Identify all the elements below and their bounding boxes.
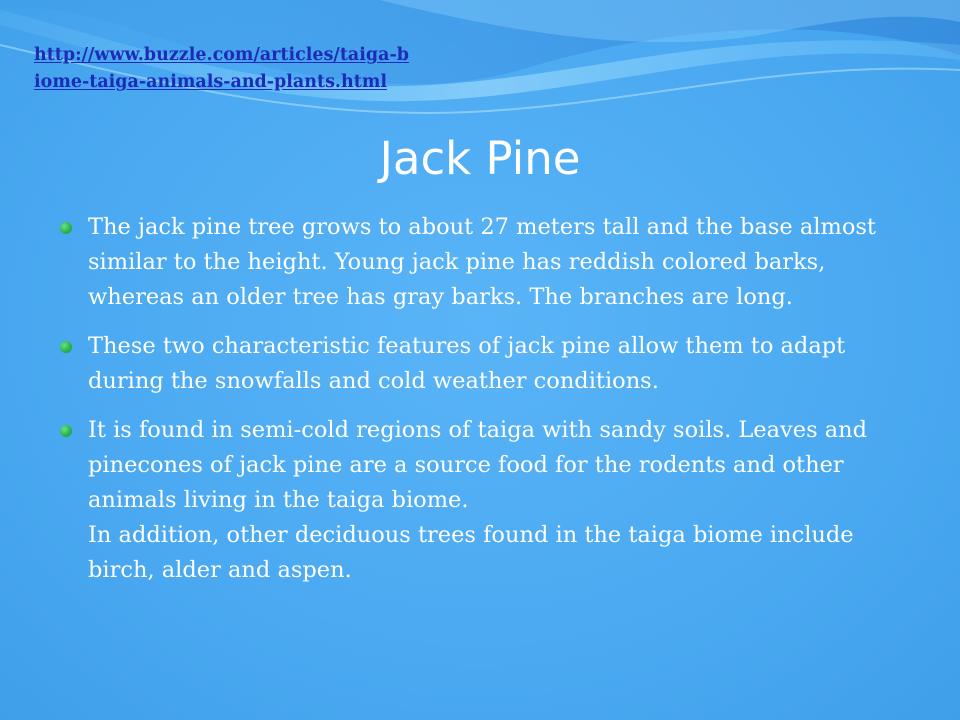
bullet-text: It is found in semi-cold regions of taiga with sandy soils. Leaves and pinecones of jack pine are a source food for the rodents and other animals living in the taiga biome. In addition, other deciduous trees found in the taiga biome include birch, alder and aspen. [88,417,868,583]
bullet-icon [60,222,72,234]
bullet-text: These two characteristic features of jack pine allow them to adapt during the snowfalls and cold weather conditions. [88,333,846,394]
slide-title: Jack Pine [379,132,581,185]
bullet-text: The jack pine tree grows to about 27 meters tall and the base almost similar to the height. Young jack pine has reddish colored barks, whereas an older tree has gray barks. The branches are long. [88,214,876,310]
bullet-item [60,329,910,399]
bullet-icon [60,341,72,353]
bullet-item [60,210,910,315]
source-link[interactable]: http://www.buzzle.com/articles/taiga-biome-taiga-animals-and-plants.html [34,45,409,92]
bullet-list [60,210,910,602]
bullet-icon [60,425,72,437]
bullet-item [60,413,910,588]
